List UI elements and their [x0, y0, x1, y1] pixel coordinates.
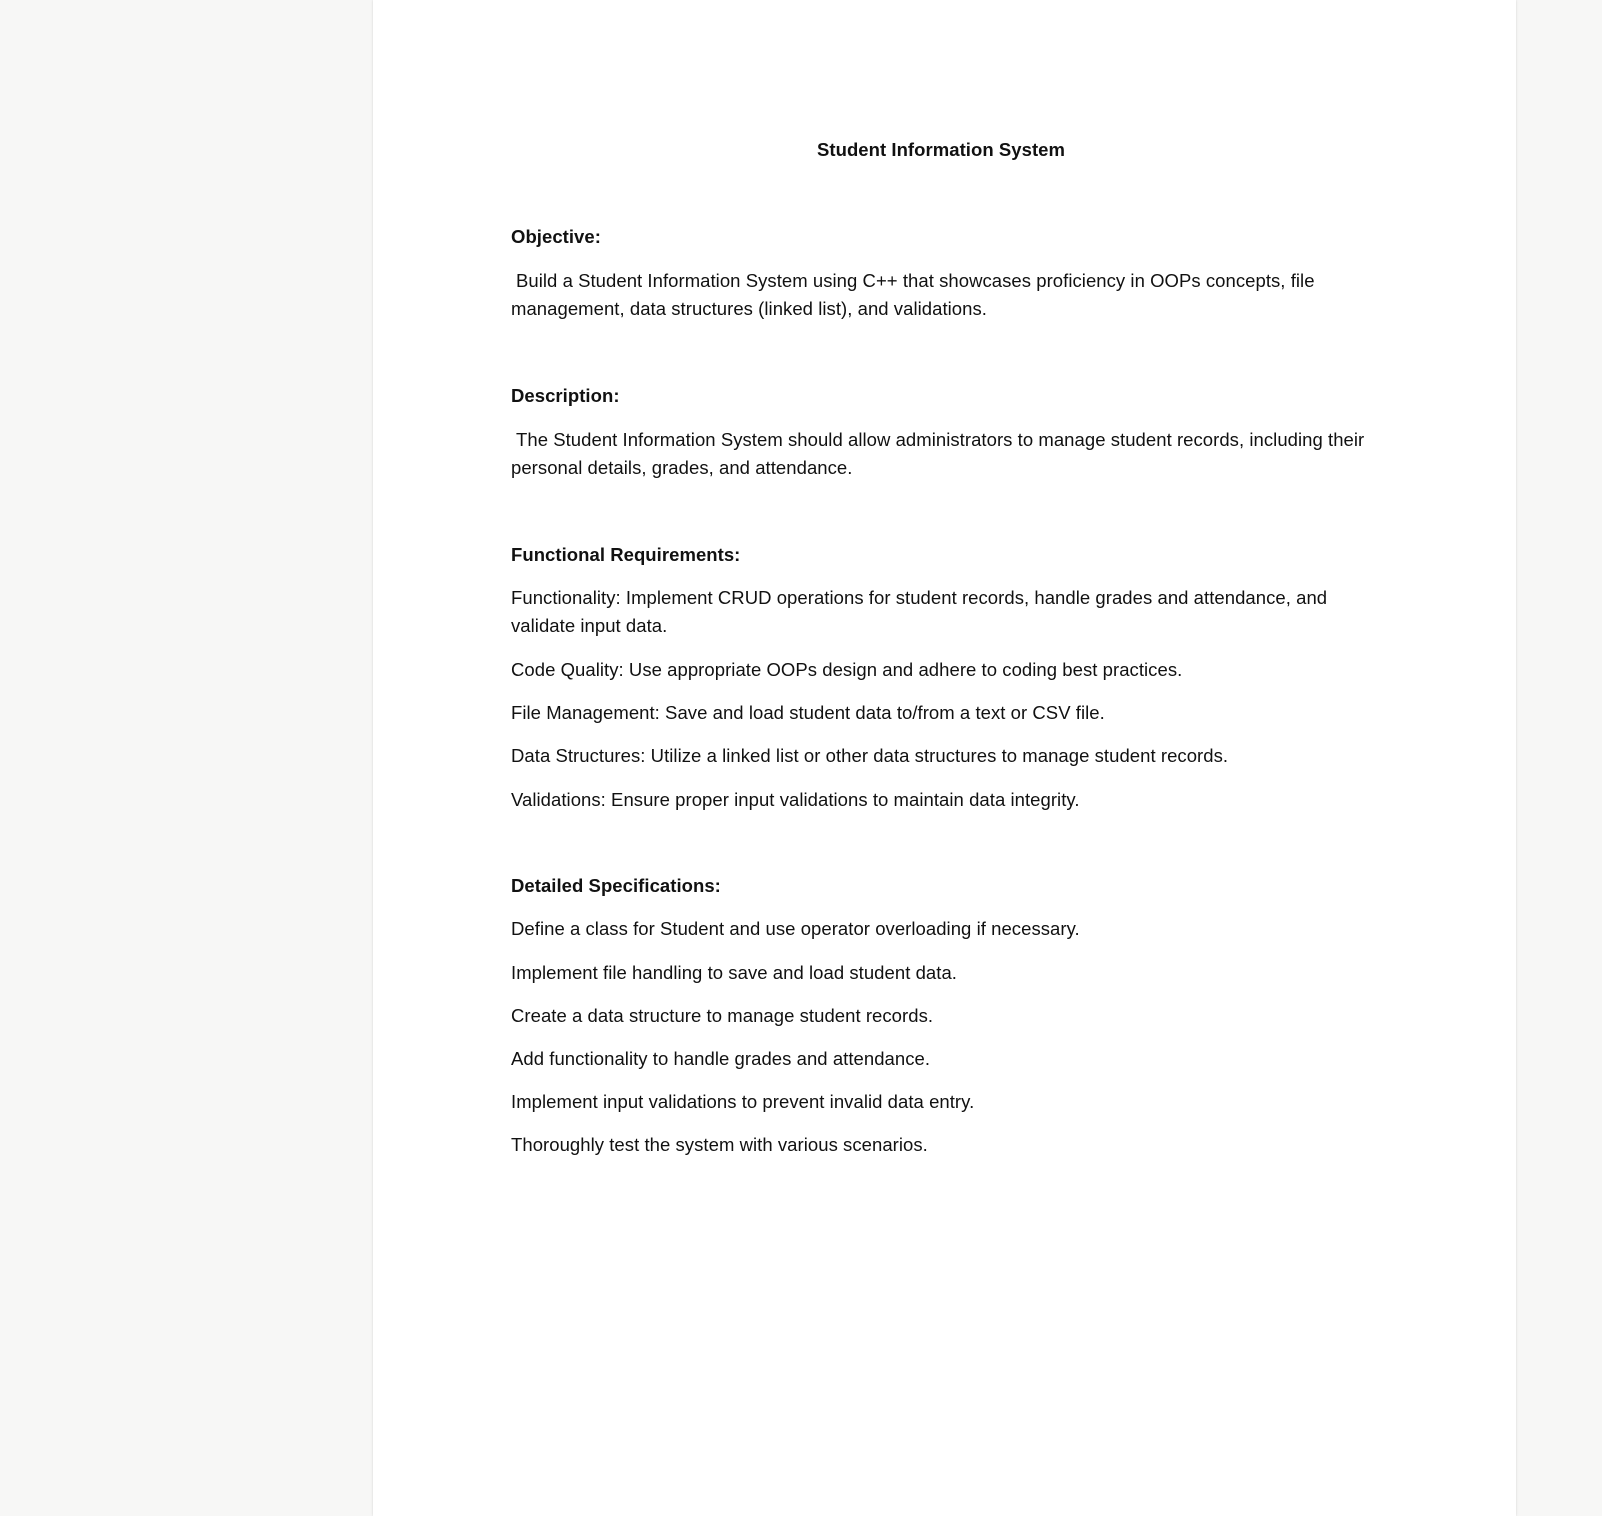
functional-requirement-item: File Management: Save and load student data to/from a text or CSV file.: [511, 702, 1105, 723]
description-heading: Description:: [511, 385, 620, 406]
document-page: [373, 0, 1516, 1516]
functional-requirement-item: Validations: Ensure proper input validations to maintain data integrity.: [511, 789, 1080, 810]
description-text: The Student Information System should allow administrators to manage student records, including their personal details, grades, and attendance.: [511, 429, 1365, 478]
detailed-specification-item: Implement file handling to save and load student data.: [511, 962, 957, 983]
functional-requirements-heading: Functional Requirements:: [511, 544, 741, 565]
detailed-specification-item: Thoroughly test the system with various scenarios.: [511, 1134, 928, 1155]
detailed-specification-item: Create a data structure to manage student records.: [511, 1005, 934, 1026]
detailed-specifications-heading: Detailed Specifications:: [511, 875, 721, 896]
functional-requirement-item: Data Structures: Utilize a linked list or other data structures to manage student records.: [511, 745, 1229, 766]
functional-requirement-item: Code Quality: Use appropriate OOPs design and adhere to coding best practices.: [511, 659, 1183, 680]
detailed-specification-item: Implement input validations to prevent invalid data entry.: [511, 1091, 975, 1112]
detailed-specification-item: Define a class for Student and use operator overloading if necessary.: [511, 918, 1080, 939]
objective-heading: Objective:: [511, 226, 601, 247]
detailed-specification-item: Add functionality to handle grades and attendance.: [511, 1048, 931, 1069]
document-title: Student Information System: [817, 139, 1065, 160]
objective-text: Build a Student Information System using C++ that showcases proficiency in OOPs concepts, file management, data structures (linked list), and validations.: [511, 270, 1315, 319]
functional-requirement-item: Functionality: Implement CRUD operations for student records, handle grades and attendance, and validate input data.: [511, 587, 1328, 636]
